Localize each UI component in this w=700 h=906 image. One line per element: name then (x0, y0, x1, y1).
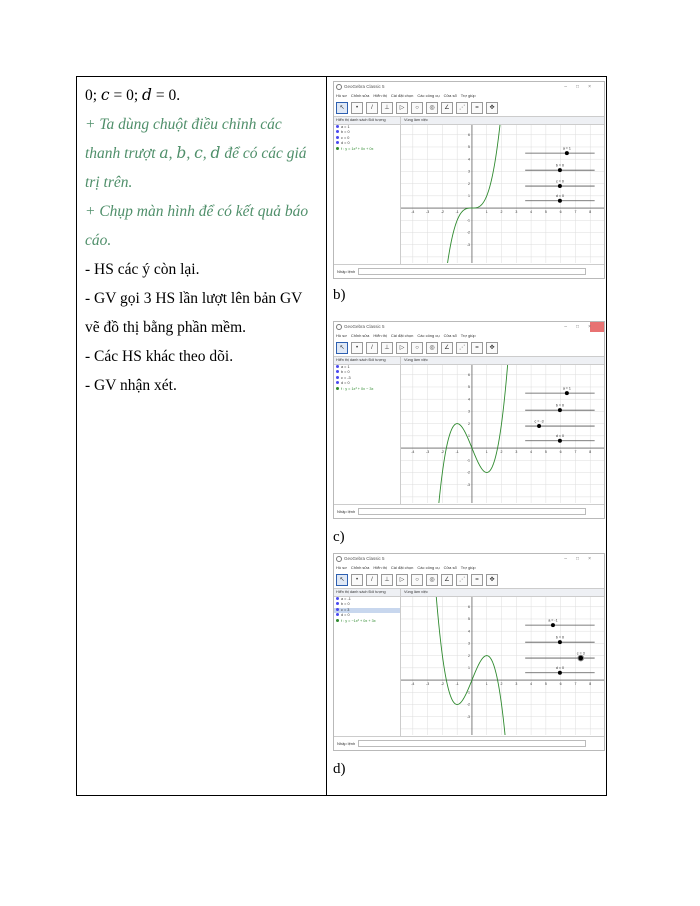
y-tick-label: 6 (468, 132, 470, 137)
x-tick-label: 2 (500, 682, 503, 687)
x-tick-label: 4 (530, 210, 533, 215)
graph-svg (401, 125, 605, 263)
x-tick-label: -1 (455, 210, 459, 215)
x-tick-label: 6 (559, 210, 562, 215)
menu-item[interactable]: Chỉnh sửa (350, 333, 370, 338)
x-tick-label: -2 (440, 450, 444, 455)
y-tick-label: 5 (468, 617, 470, 622)
ellipse-tool-icon[interactable]: ◎ (426, 102, 438, 114)
graphics-view[interactable] (401, 589, 604, 736)
line-7: - GV nhận xét. (85, 377, 177, 394)
line-2: + Ta dùng chuột điều chỉnh các thanh trượt 𝑎, 𝑏, 𝑐, 𝑑 để có các giá trị trên. (85, 116, 307, 191)
angle-tool-icon[interactable]: ∠ (441, 342, 453, 354)
column-divider (326, 77, 327, 795)
x-tick-label: -1 (455, 450, 459, 455)
input-field[interactable] (358, 508, 586, 515)
line-tool-icon[interactable]: / (366, 102, 378, 114)
graphics-header: Vùng làm việc (401, 117, 604, 125)
slider-handle[interactable] (558, 671, 562, 675)
cubic-curve (438, 365, 508, 503)
menu-bar (334, 332, 604, 340)
line-1: 0; 𝑐 = 0; 𝑑 = 0. (85, 87, 181, 104)
menu-item[interactable]: Hồ sơ (336, 565, 347, 570)
slider-label: a = 1 (562, 146, 571, 151)
ellipse-tool-icon[interactable]: ◎ (426, 574, 438, 586)
y-tick-label: 1 (468, 194, 470, 199)
polygon-tool-icon[interactable]: ▷ (396, 102, 408, 114)
y-tick-label: 5 (468, 385, 470, 390)
angle-tool-icon[interactable]: ∠ (441, 102, 453, 114)
slider-label: d = 0 (555, 434, 564, 439)
geogebra-logo-icon (336, 556, 342, 562)
point-tool-icon[interactable]: • (351, 102, 363, 114)
x-tick-label: 1 (485, 210, 488, 215)
x-tick-label: 4 (530, 682, 533, 687)
x-tick-label: 7 (574, 210, 577, 215)
input-label: Nhập lệnh (337, 741, 356, 746)
slider-tool-icon[interactable]: = (471, 574, 483, 586)
algebra-row[interactable]: d = 0 (334, 381, 400, 386)
algebra-row[interactable]: c = 0 (334, 136, 400, 141)
algebra-row[interactable]: a = 1 (334, 125, 400, 130)
window-titlebar (334, 322, 604, 332)
y-tick-label: 4 (468, 629, 470, 634)
y-tick-label: 3 (468, 169, 470, 174)
x-tick-label: 6 (559, 450, 562, 455)
graphics-view[interactable] (401, 357, 604, 504)
menu-bar (334, 92, 604, 100)
circle-tool-icon[interactable]: ○ (411, 574, 423, 586)
menu-item[interactable]: Các công cụ (417, 333, 440, 338)
algebra-row[interactable]: a = -1 (334, 597, 400, 602)
line-3: + Chụp màn hình để có kết quả báo cáo. (85, 203, 309, 249)
perpendicular-tool-icon[interactable]: ⊥ (381, 574, 393, 586)
graph-svg (401, 597, 605, 735)
window-controls[interactable]: –□× (564, 84, 600, 90)
toolbar (334, 340, 604, 357)
move-tool-icon[interactable]: ↖ (336, 574, 348, 586)
point-tool-icon[interactable]: • (351, 574, 363, 586)
x-tick-label: 5 (544, 450, 547, 455)
menu-item[interactable]: Các công cụ (417, 565, 440, 570)
geogebra-window (333, 321, 605, 519)
line-6: - Các HS khác theo dõi. (85, 348, 234, 365)
x-tick-label: 1 (485, 450, 488, 455)
y-tick-label: 2 (468, 421, 470, 426)
slider-handle[interactable] (558, 408, 562, 412)
line-tool-icon[interactable]: / (366, 342, 378, 354)
y-tick-label: -3 (466, 714, 470, 719)
y-tick-label: -1 (466, 458, 470, 463)
visibility-dot-icon[interactable] (336, 381, 339, 384)
x-tick-label: 4 (530, 450, 533, 455)
slider-handle[interactable] (558, 640, 562, 644)
algebra-row[interactable]: d = 0 (334, 613, 400, 618)
y-tick-label: 4 (468, 397, 470, 402)
menu-item[interactable]: Cửa sổ (443, 565, 457, 570)
geogebra-window (333, 553, 605, 751)
slider-handle[interactable] (578, 655, 584, 661)
slider-tool-icon[interactable]: = (471, 102, 483, 114)
geogebra-window (333, 81, 605, 279)
window-controls[interactable]: –□× (564, 324, 600, 330)
window-title: GeoGebra Classic 5 (344, 556, 385, 561)
menu-item[interactable]: Các công cụ (417, 93, 440, 98)
slider-handle[interactable] (565, 391, 569, 395)
y-tick-label: 5 (468, 145, 470, 150)
slider-handle[interactable] (558, 199, 562, 203)
x-tick-label: -4 (411, 210, 415, 215)
x-tick-label: 5 (544, 210, 547, 215)
algebra-row[interactable]: c = 3 (334, 608, 400, 613)
algebra-function-row[interactable]: f : y = 1x³ + 0x + 0x (334, 147, 400, 152)
graphics-header: Vùng làm việc (401, 589, 604, 597)
content-table (76, 76, 607, 796)
slider-label: d = 0 (555, 194, 564, 199)
visibility-dot-icon[interactable] (336, 365, 339, 368)
menu-item[interactable]: Cửa sổ (443, 93, 457, 98)
y-tick-label: 3 (468, 409, 470, 414)
visibility-dot-icon[interactable] (336, 370, 339, 373)
slider-label: b = 0 (555, 163, 564, 168)
move-tool-icon[interactable]: ↖ (336, 102, 348, 114)
circle-tool-icon[interactable]: ○ (411, 102, 423, 114)
algebra-row[interactable]: c = -3 (334, 376, 400, 381)
polygon-tool-icon[interactable]: ▷ (396, 574, 408, 586)
visibility-dot-icon[interactable] (336, 387, 339, 390)
menu-item[interactable]: Cài đặt chọn (390, 333, 414, 338)
input-label: Nhập lệnh (337, 509, 356, 514)
input-field[interactable] (358, 268, 586, 275)
x-tick-label: 1 (485, 682, 488, 687)
reflect-tool-icon[interactable]: ⋰ (456, 574, 468, 586)
y-tick-label: -1 (466, 690, 470, 695)
menu-item[interactable]: Chỉnh sửa (350, 93, 370, 98)
menu-item[interactable]: Chỉnh sửa (350, 565, 370, 570)
panes (334, 357, 604, 504)
y-tick-label: 6 (468, 372, 470, 377)
slider-label: b = 0 (555, 635, 564, 640)
y-tick-label: 2 (468, 181, 470, 186)
slider-label: a = 1 (562, 386, 571, 391)
circle-tool-icon[interactable]: ○ (411, 342, 423, 354)
y-tick-label: 1 (468, 666, 470, 671)
slider-label: d = 0 (555, 666, 564, 671)
input-bar (334, 736, 604, 750)
slider-label: a = -1 (548, 618, 558, 623)
menu-item[interactable]: Trợ giúp (460, 565, 476, 570)
slider-label: c = -3 (534, 419, 544, 424)
algebra-row[interactable]: b = 0 (334, 602, 400, 607)
visibility-dot-icon[interactable] (336, 597, 339, 600)
x-tick-label: 8 (589, 450, 592, 455)
slider-handle[interactable] (551, 623, 555, 627)
algebra-row[interactable]: a = 1 (334, 365, 400, 370)
slider-handle[interactable] (537, 424, 541, 428)
x-tick-label: 5 (544, 682, 547, 687)
x-tick-label: -2 (440, 210, 444, 215)
visibility-dot-icon[interactable] (336, 376, 339, 379)
x-tick-label: 3 (515, 450, 518, 455)
window-title: GeoGebra Classic 5 (344, 84, 385, 89)
algebra-function-row[interactable]: f : y = 1x³ + 0x − 3x (334, 387, 400, 392)
input-field[interactable] (358, 740, 586, 747)
algebra-header: Hiển thị danh sách Đối tượng (334, 117, 400, 125)
visibility-dot-icon[interactable] (336, 130, 339, 133)
algebra-row[interactable]: b = 0 (334, 130, 400, 135)
algebra-function-row[interactable]: f : y = −1x³ + 0x + 3x (334, 619, 400, 624)
menu-item[interactable]: Hồ sơ (336, 93, 347, 98)
menu-item[interactable]: Trợ giúp (460, 333, 476, 338)
ellipse-tool-icon[interactable]: ◎ (426, 342, 438, 354)
y-tick-label: -3 (466, 482, 470, 487)
y-tick-label: -3 (466, 242, 470, 247)
window-titlebar (334, 554, 604, 564)
window-titlebar (334, 82, 604, 92)
y-tick-label: 2 (468, 653, 470, 658)
left-column (85, 81, 319, 400)
move-view-tool-icon[interactable]: ✥ (486, 574, 498, 586)
move-view-tool-icon[interactable]: ✥ (486, 102, 498, 114)
slider-handle[interactable] (558, 184, 562, 188)
visibility-dot-icon[interactable] (336, 141, 339, 144)
window-controls[interactable]: –□× (564, 556, 600, 562)
x-tick-label: -3 (426, 450, 430, 455)
y-tick-label: -2 (466, 470, 470, 475)
menu-item[interactable]: Hiển thị (373, 93, 387, 98)
algebra-row[interactable]: b = 0 (334, 370, 400, 375)
cubic-curve (446, 125, 501, 263)
algebra-view (334, 589, 401, 736)
x-tick-label: -1 (455, 682, 459, 687)
move-view-tool-icon[interactable]: ✥ (486, 342, 498, 354)
slider-handle[interactable] (565, 151, 569, 155)
polygon-tool-icon[interactable]: ▷ (396, 342, 408, 354)
graph-svg (401, 365, 605, 503)
window-title: GeoGebra Classic 5 (344, 324, 385, 329)
algebra-view (334, 357, 401, 504)
reflect-tool-icon[interactable]: ⋰ (456, 102, 468, 114)
slider-handle[interactable] (558, 168, 562, 172)
slider-label: c = 3 (576, 651, 585, 656)
algebra-view (334, 117, 401, 264)
y-tick-label: -2 (466, 702, 470, 707)
x-tick-label: 6 (559, 682, 562, 687)
visibility-dot-icon[interactable] (336, 608, 339, 611)
y-tick-label: 3 (468, 641, 470, 646)
graphics-view[interactable] (401, 117, 604, 264)
figure-caption: d) (333, 761, 346, 777)
toolbar (334, 572, 604, 589)
x-tick-label: 3 (515, 210, 518, 215)
menu-item[interactable]: Hồ sơ (336, 333, 347, 338)
menu-item[interactable]: Cài đặt chọn (390, 565, 414, 570)
slider-handle[interactable] (558, 439, 562, 443)
visibility-dot-icon[interactable] (336, 613, 339, 616)
x-tick-label: -3 (426, 210, 430, 215)
y-tick-label: 4 (468, 157, 470, 162)
line-5: - GV gọi 3 HS lần lượt lên bản GV vẽ đồ thị bằng phần mềm. (85, 290, 303, 336)
x-tick-label: -3 (426, 682, 430, 687)
algebra-header: Hiển thị danh sách Đối tượng (334, 357, 400, 365)
figure-caption: b) (333, 287, 346, 303)
geogebra-logo-icon (336, 84, 342, 90)
x-tick-label: 8 (589, 210, 592, 215)
y-tick-label: -1 (466, 218, 470, 223)
slider-label: b = 0 (555, 403, 564, 408)
move-tool-icon[interactable]: ↖ (336, 342, 348, 354)
x-tick-label: 7 (574, 682, 577, 687)
x-tick-label: 2 (500, 210, 503, 215)
menu-item[interactable]: Hiển thị (373, 333, 387, 338)
panes (334, 589, 604, 736)
x-tick-label: 7 (574, 450, 577, 455)
reflect-tool-icon[interactable]: ⋰ (456, 342, 468, 354)
geogebra-logo-icon (336, 324, 342, 330)
cubic-curve (436, 597, 506, 735)
panes (334, 117, 604, 264)
x-tick-label: 8 (589, 682, 592, 687)
point-tool-icon[interactable]: • (351, 342, 363, 354)
visibility-dot-icon[interactable] (336, 147, 339, 150)
x-tick-label: -2 (440, 682, 444, 687)
slider-tool-icon[interactable]: = (471, 342, 483, 354)
y-tick-label: 1 (468, 434, 470, 439)
visibility-dot-icon[interactable] (336, 136, 339, 139)
algebra-row[interactable]: d = 0 (334, 141, 400, 146)
visibility-dot-icon[interactable] (336, 125, 339, 128)
input-bar (334, 504, 604, 518)
line-tool-icon[interactable]: / (366, 574, 378, 586)
x-tick-label: -4 (411, 682, 415, 687)
x-tick-label: 2 (500, 450, 503, 455)
graphics-header: Vùng làm việc (401, 357, 604, 365)
input-label: Nhập lệnh (337, 269, 356, 274)
x-tick-label: 3 (515, 682, 518, 687)
menu-item[interactable]: Hiển thị (373, 565, 387, 570)
perpendicular-tool-icon[interactable]: ⊥ (381, 102, 393, 114)
menu-bar (334, 564, 604, 572)
menu-item[interactable]: Cửa sổ (443, 333, 457, 338)
angle-tool-icon[interactable]: ∠ (441, 574, 453, 586)
y-tick-label: 6 (468, 604, 470, 609)
line-4: - HS các ý còn lại. (85, 261, 200, 278)
slider-label: c = 0 (555, 179, 564, 184)
figure-caption: c) (333, 529, 345, 545)
x-tick-label: -4 (411, 450, 415, 455)
perpendicular-tool-icon[interactable]: ⊥ (381, 342, 393, 354)
algebra-header: Hiển thị danh sách Đối tượng (334, 589, 400, 597)
y-tick-label: -2 (466, 230, 470, 235)
input-bar (334, 264, 604, 278)
visibility-dot-icon[interactable] (336, 619, 339, 622)
menu-item[interactable]: Cài đặt chọn (390, 93, 414, 98)
visibility-dot-icon[interactable] (336, 602, 339, 605)
menu-item[interactable]: Trợ giúp (460, 93, 476, 98)
toolbar (334, 100, 604, 117)
